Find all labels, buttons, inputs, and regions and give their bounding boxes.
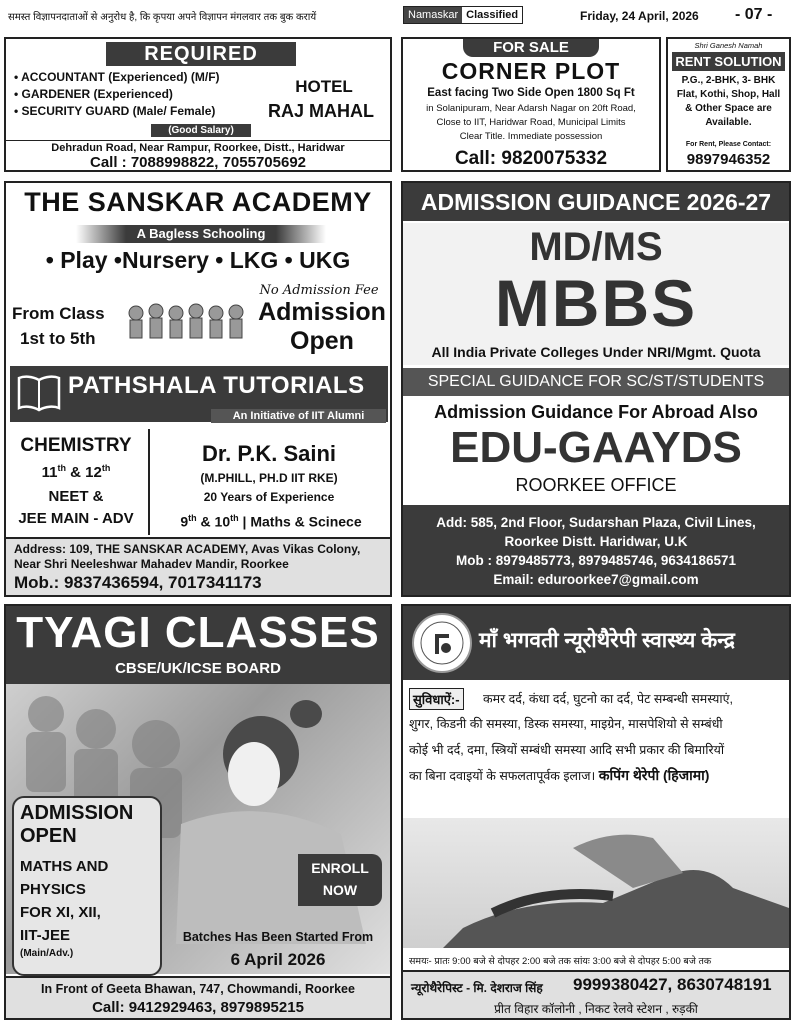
pathshala-title: PATHSHALA TUTORIALS	[68, 372, 365, 399]
sanskar-tagline: A Bagless Schooling	[76, 225, 326, 243]
pathshala-exp: 20 Years of Experience	[203, 490, 335, 504]
ad-sanskar-academy	[4, 181, 392, 597]
guidance-title: ADMISSION GUIDANCE 2026-27	[403, 183, 789, 221]
tyagi-subject4: IIT-JEE	[20, 927, 71, 944]
rent-contact-label: For Rent, Please Contact:	[685, 141, 772, 148]
neuro-doc: न्यूरोथैरेपिस्ट - मि. देशराज सिंह	[411, 981, 543, 995]
sanskar-title: THE SANSKAR ACADEMY	[24, 187, 372, 217]
sanskar-range: 1st to 5th	[20, 329, 96, 348]
sanskar-classes: • Play •Nursery • LKG • UKG	[45, 247, 351, 273]
job-list	[14, 69, 220, 120]
kids-illustration	[124, 301, 250, 349]
ad-admission-guidance	[401, 181, 791, 597]
newspaper-logo	[403, 6, 523, 24]
rent-body: P.G., 2-BHK, 3- BHK Flat, Kothi, Shop, Hall & Other Space are Available.	[676, 75, 781, 128]
pathshala-qual: (M.PHILL, PH.D IIT RKE)	[200, 471, 338, 485]
enroll-text: ENROLL	[311, 860, 369, 876]
therapy-silhouette	[403, 818, 789, 948]
pathshala-chem: CHEMISTRY	[20, 435, 132, 456]
salary-badge: (Good Salary)	[151, 124, 251, 137]
sanskar-admission: Admission	[258, 298, 386, 326]
tyagi-open: OPEN	[20, 825, 77, 847]
rent-phone: 9897946352	[686, 151, 771, 168]
guidance-abroad: Admission Guidance For Abroad Also	[434, 402, 758, 422]
guidance-add2: Roorkee Distt. Haridwar, U.K	[504, 534, 688, 549]
guidance-add1: Add: 585, 2nd Floor, Sudarshan Plaza, Civil Lines,	[436, 515, 756, 530]
sale-tag: FOR SALE	[463, 39, 599, 57]
tyagi-board: CBSE/UK/ICSE BOARD	[115, 660, 281, 677]
book-icon	[16, 374, 62, 412]
pathshala-neet: NEET &	[48, 488, 104, 505]
tyagi-admission: ADMISSION	[20, 802, 134, 824]
pathshala-addr1: Address: 109, THE SANSKAR ACADEMY, Avas Vikas Colony,	[14, 542, 361, 556]
guidance-mbbs: MBBS	[494, 266, 698, 340]
guidance-quota: All India Private Colleges Under NRI/Mgmt. Quota	[431, 344, 761, 360]
neuro-line1: कमर दर्द, कंधा दर्द, घुटनो का दर्द, पेट सम्बन्धी समस्याएं,	[483, 692, 734, 706]
tyagi-subject3: FOR XI, XII,	[20, 904, 101, 921]
sale-line4: Clear Title. Immediate possession	[459, 131, 603, 142]
tyagi-batch: Batches Has Been Started From	[182, 930, 374, 944]
neuro-title: माँ भगवती न्यूरोथैरेपी स्वास्थ्य केन्द्र	[479, 629, 735, 652]
pathshala-sub: An Initiative of IIT Alumni	[211, 409, 386, 423]
job-item: • GARDENER (Experienced)	[14, 87, 173, 101]
pathshala-jee: JEE MAIN - ADV	[18, 510, 134, 527]
ad-tyagi-classes	[4, 604, 392, 1020]
tyagi-subject5: (Main/Adv.)	[20, 948, 74, 959]
header-note: समस्त विज्ञापनदाताओं से अनुरोध है, कि कृपया अपने विज्ञापन मंगलवार तक बुक करायें	[8, 12, 317, 23]
rent-title: RENT SOLUTION	[672, 52, 785, 71]
ad-neurotherapy	[401, 604, 791, 1020]
therapy-photo	[403, 818, 789, 948]
page-number: - 07 -	[735, 6, 773, 23]
enroll-now: NOW	[322, 882, 358, 898]
pathshala-addr2: Near Shri Neeleshwar Mahadev Mandir, Roorkee	[14, 557, 289, 571]
ad-rent-solution	[666, 37, 791, 172]
logo-classified: Classified	[466, 9, 519, 21]
neuro-logo-icon	[411, 612, 473, 674]
guidance-office: ROORKEE OFFICE	[515, 475, 677, 495]
required-title: REQUIRED	[106, 42, 296, 66]
guidance-email: Email: eduroorkee7@gmail.com	[493, 572, 699, 587]
sale-line3: Close to IIT, Haridwar Road, Municipal Limits	[436, 117, 626, 128]
sanskar-no-fee: No Admission Fee	[259, 283, 379, 298]
neuro-addr: प्रीत विहार कॉलोनी , निकट रेलवे स्टेशन , रुड़की	[494, 1002, 698, 1016]
sale-call: Call: 9820075332	[454, 148, 608, 169]
tyagi-subject1: MATHS AND	[20, 858, 109, 875]
hotel-label: HOTEL	[295, 77, 353, 96]
neuro-phone: 9999380427, 8630748191	[573, 975, 772, 994]
neuro-cupping: कपिंग थेरेपी (हिजामा)	[598, 767, 710, 783]
neuro-line4: का बिना दवाइयों के सफलतापूर्वक इलाज। कपिंग थेरेपी (हिजामा)	[409, 767, 710, 783]
issue-date: Friday, 24 April, 2026	[580, 9, 699, 23]
logo-namaskar: Namaskar	[404, 7, 462, 23]
required-address: Dehradun Road, Near Rampur, Roorkee, Distt., Haridwar	[6, 140, 390, 154]
job-item: • ACCOUNTANT (Experienced) (M/F)	[14, 70, 220, 84]
guidance-mdms: MD/MS	[529, 225, 663, 269]
rent-top: Shri Ganesh Namah	[694, 41, 763, 50]
neuro-label: सुविधाऐं:-	[409, 688, 464, 710]
pathshala-mob: Mob.: 9837436594, 7017341173	[14, 573, 262, 592]
sale-title: CORNER PLOT	[441, 58, 621, 84]
ad-required-hotel	[4, 37, 392, 172]
pathshala-divider	[148, 429, 150, 535]
required-call: Call : 7088998822, 7055705692	[89, 154, 307, 171]
tyagi-title: TYAGI CLASSES	[16, 608, 380, 657]
guidance-mob: Mob : 8979485773, 8979485746, 9634186571	[456, 553, 736, 568]
guidance-brand: EDU-GAAYDS	[450, 423, 742, 472]
hotel-name: RAJ MAHAL	[268, 101, 374, 121]
sanskar-open: Open	[290, 327, 354, 355]
neuro-line2: शुगर, किडनी की समस्या, डिस्क समस्या, माइग्रेन, मासपेशियो से सम्बंधी	[409, 717, 723, 731]
neuro-time: समयः- प्रातः 9:00 बजे से दोपहर 2:00 बजे तक सांयः 3:00 बजे से दोपहर 5:00 बजे तक	[409, 956, 712, 967]
tyagi-date: 6 April 2026	[230, 950, 326, 969]
guidance-special: SPECIAL GUIDANCE FOR SC/ST/STUDENTS	[403, 368, 789, 396]
tyagi-call: Call: 9412929463, 8979895215	[92, 999, 304, 1016]
sale-line2: in Solanipuram, Near Adarsh Nagar on 20ft Road,	[426, 103, 636, 114]
pathshala-dr: Dr. P.K. Saini	[201, 441, 337, 466]
job-item: • SECURITY GUARD (Male/ Female)	[14, 104, 216, 118]
ad-corner-plot	[401, 37, 661, 172]
neuro-line3: कोई भी दर्द, दमा, स्त्रियों सम्बंधी समस्या आदि सभी प्रकार की बिमारियों	[409, 743, 725, 757]
pathshala-maths: 9th & 10th | Maths & Scinece	[180, 513, 362, 530]
pathshala-grades: 11th & 12th	[41, 463, 111, 481]
tyagi-addr: In Front of Geeta Bhawan, 747, Chowmandi, Roorkee	[41, 982, 355, 996]
sanskar-from: From Class	[12, 304, 105, 323]
sale-line1: East facing Two Side Open 1800 Sq Ft	[427, 87, 635, 99]
tyagi-subject2: PHYSICS	[20, 881, 86, 898]
